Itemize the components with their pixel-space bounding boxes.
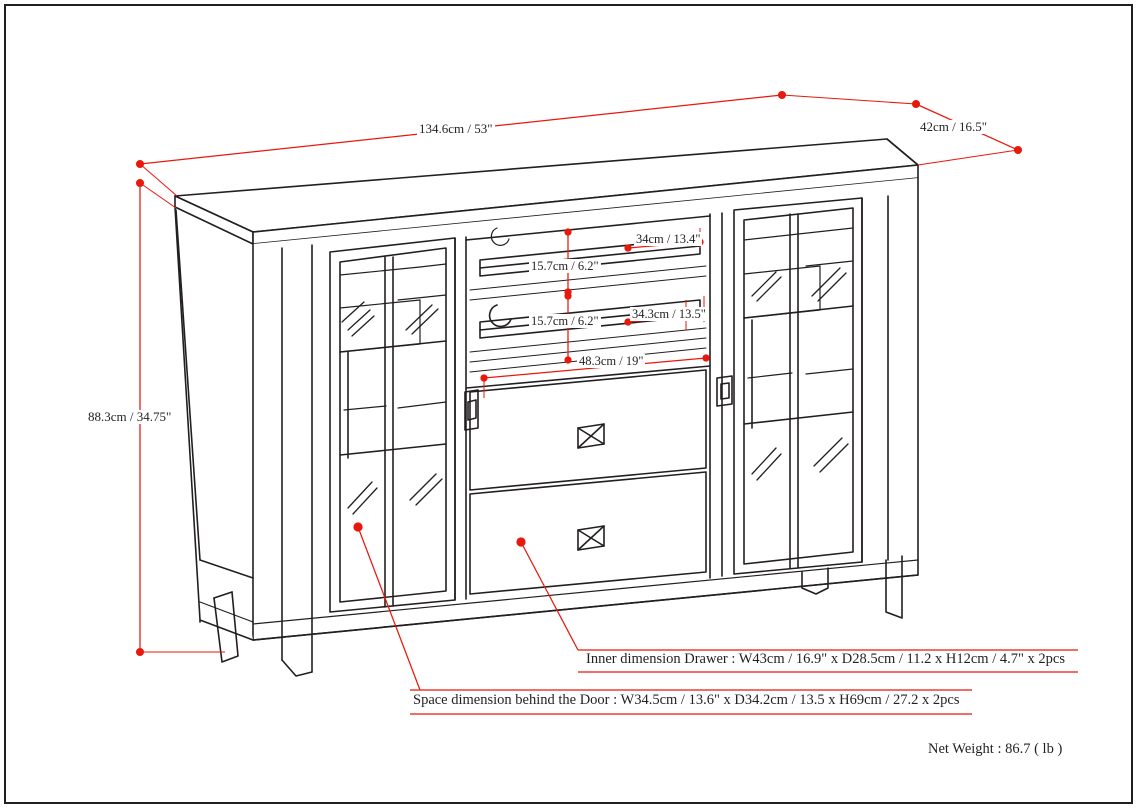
label-shelf-gap-upper: 15.7cm / 6.2": [531, 259, 599, 273]
label-center-opening-width: 48.3cm / 19": [579, 354, 644, 368]
label-shelf-depth-top: 34cm / 13.4": [636, 232, 701, 246]
label-width: 134.6cm / 53": [419, 121, 493, 136]
label-shelf-gap-lower: 15.7cm / 6.2": [531, 314, 599, 328]
net-weight: Net Weight : 86.7 ( lb ): [928, 741, 1063, 757]
label-depth: 42cm / 16.5": [920, 119, 988, 134]
label-height: 88.3cm / 34.75": [88, 409, 172, 424]
callout-door: Space dimension behind the Door : W34.5cm / 13.6" x D34.2cm / 13.5 x H69cm / 27.2 x 2pcs: [413, 692, 960, 708]
callout-drawer: Inner dimension Drawer : W43cm / 16.9" x D28.5cm / 11.2 x H12cm / 4.7" x 2pcs: [586, 651, 1065, 667]
label-shelf-depth-mid: 34.3cm / 13.5": [632, 307, 706, 321]
